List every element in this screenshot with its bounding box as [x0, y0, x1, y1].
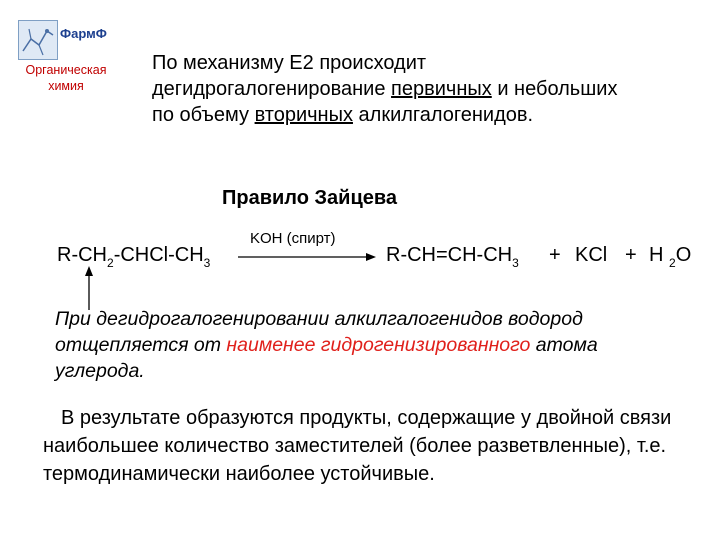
water-sub: 2 — [669, 256, 676, 270]
note-highlight: наименее гидрогенизированного — [226, 334, 531, 356]
logo-subtitle-line2: химия — [48, 79, 84, 93]
note-text-1: При дегидрогалогенировании алкилгалогенидов водород отщепляется от — [55, 308, 583, 356]
reactant-part-a: R-CH — [57, 244, 107, 266]
water — [649, 244, 692, 270]
reactant-part-b: -CHCl-CH — [113, 244, 204, 266]
plus-sign-1: + — [549, 244, 561, 266]
pointer-arrow-icon — [82, 266, 96, 310]
logo-subtitle — [10, 62, 122, 94]
plus-sign-2: + — [625, 244, 637, 266]
intro-text-1: По механизму Е2 происходит дегидрогалогенирование — [152, 52, 427, 100]
intro-text-2: и небольших по объему — [152, 78, 618, 126]
reaction-arrow-icon — [238, 250, 378, 264]
water-h: H — [649, 244, 664, 266]
product-sub: 3 — [512, 256, 519, 270]
reactant-sub-2: 3 — [203, 256, 211, 270]
molecule-icon — [19, 21, 57, 59]
product — [386, 244, 519, 270]
reactant — [57, 244, 211, 270]
intro-primary: первичных — [391, 78, 492, 100]
product-part-a: R-CH=CH-CH — [386, 244, 513, 266]
rule-heading: Правило Зайцева — [222, 187, 398, 209]
logo-graphic — [18, 20, 58, 60]
rule-note — [55, 306, 655, 384]
intro-paragraph — [152, 50, 622, 128]
logo-title: ФармФ — [60, 26, 107, 41]
intro-text-3: алкилгалогенидов. — [352, 104, 534, 126]
kcl: KCl — [575, 244, 608, 266]
water-o: O — [675, 244, 692, 266]
result-paragraph: В результате образуются продукты, содержащие у двойной связи наибольшее количество заместителей (более разветвленные), т.е. термодинамически наиболее устойчивые. — [43, 407, 672, 485]
reactant-sub-1: 2 — [107, 256, 114, 270]
intro-secondary: вторичных — [254, 104, 353, 126]
note-text-2: атома углерода. — [55, 334, 598, 382]
logo-subtitle-line1: Органическая — [25, 63, 107, 77]
reaction-condition: KOH (спирт) — [250, 230, 336, 247]
